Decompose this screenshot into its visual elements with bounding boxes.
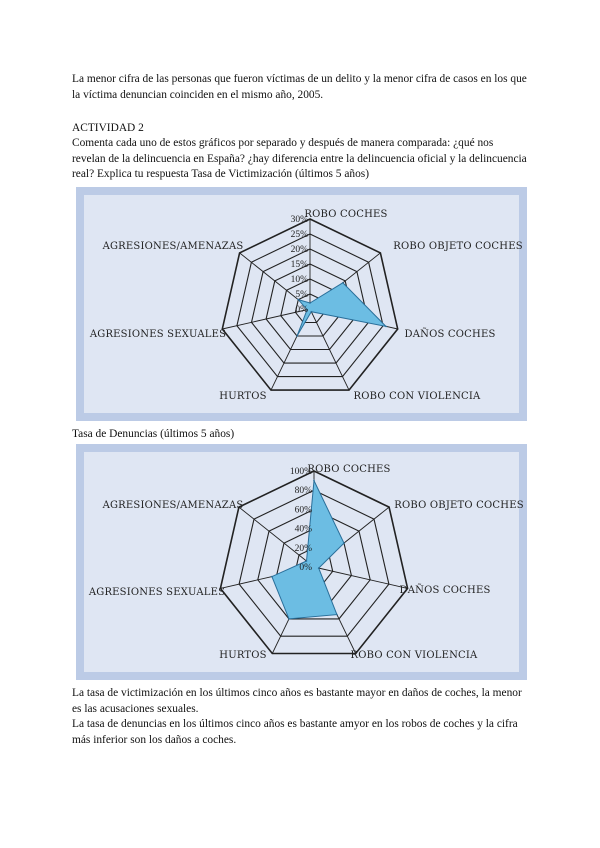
conclusions-paragraph [72, 686, 558, 748]
tick-label: 25% [290, 230, 308, 240]
tick-label: 100% [289, 467, 312, 477]
data-point [336, 614, 338, 616]
tick-label: 20% [290, 245, 308, 255]
tick-label: 10% [290, 275, 308, 285]
victimization-radar-chart [76, 187, 527, 421]
data-point [288, 618, 290, 620]
category-label: AGRESIONES SEXUALES [89, 329, 227, 340]
tick-label: 0% [299, 563, 312, 573]
denuncias-radar-svg [76, 444, 527, 680]
data-point [343, 542, 345, 544]
data-point [342, 282, 344, 284]
activity-paragraph [72, 136, 558, 183]
data-point [309, 302, 311, 304]
tick-label: 15% [290, 260, 308, 270]
intro-line-1: La menor cifra de las personas que fueron víctimas de un delito y la menor cifra de casos en los que [72, 73, 527, 85]
category-label: AGRESIONES/AMENAZAS [102, 241, 244, 252]
category-label: ROBO COCHES [304, 209, 388, 220]
data-point [318, 567, 320, 569]
category-label: HURTOS [219, 650, 267, 661]
activity-line-2: revelan de la delincuencia en España? ¿hay diferencia entre la delincuencia oficial y la delincuencia [72, 152, 527, 165]
activity-line-1: Comenta cada uno de estos gráficos por separado y después de manera comparada: ¿qué nos [72, 137, 494, 149]
conclusion-line-1: La tasa de victimización en los últimos cinco años es bastante mayor en daños de coches, la menor [72, 687, 522, 699]
tick-label: 60% [294, 505, 312, 516]
data-point [311, 311, 313, 313]
category-label: ROBO COCHES [307, 464, 391, 475]
category-label: AGRESIONES/AMENAZAS [102, 500, 244, 511]
category-label: DAÑOS COCHES [404, 329, 496, 340]
tick-label: 80% [294, 486, 312, 497]
category-label: ROBO CON VIOLENCIA [350, 650, 478, 661]
data-point [313, 480, 315, 482]
category-label: AGRESIONES SEXUALES [88, 587, 226, 598]
conclusion-line-4: más inferior son los daños a coches. [72, 733, 237, 746]
data-point [385, 326, 387, 328]
activity-heading: ACTIVIDAD 2 [72, 122, 144, 134]
intro-paragraph [72, 72, 558, 103]
category-label: ROBO OBJETO COCHES [393, 241, 523, 252]
tick-label: 0% [295, 305, 308, 315]
conclusion-line-3: La tasa de denuncias en los últimos cinco años es bastante amyor en los robos de coches y la cifra [72, 718, 518, 731]
tick-label: 30% [290, 215, 308, 225]
denuncias-caption: Tasa de Denuncias (últimos 5 años) [72, 428, 235, 440]
tick-label: 20% [294, 543, 312, 554]
category-label: HURTOS [219, 391, 267, 402]
activity-line-3: real? Explica tu respuesta Tasa de Victimización (últimos 5 años) [72, 168, 370, 181]
tick-label: 5% [295, 290, 308, 300]
category-label: ROBO OBJETO COCHES [394, 500, 524, 511]
denuncias-radar-chart [76, 444, 527, 680]
data-point [296, 335, 298, 337]
conclusion-line-2: es las acusaciones sexuales. [72, 702, 199, 715]
tick-label: 40% [294, 524, 312, 535]
category-label: DAÑOS COCHES [399, 585, 491, 596]
category-label: ROBO CON VIOLENCIA [353, 391, 481, 402]
victimization-radar-svg [76, 187, 527, 421]
data-point [271, 576, 273, 578]
intro-line-2: la víctima denuncian coinciden en el mismo año, 2005. [72, 88, 324, 101]
data-point [306, 560, 308, 562]
